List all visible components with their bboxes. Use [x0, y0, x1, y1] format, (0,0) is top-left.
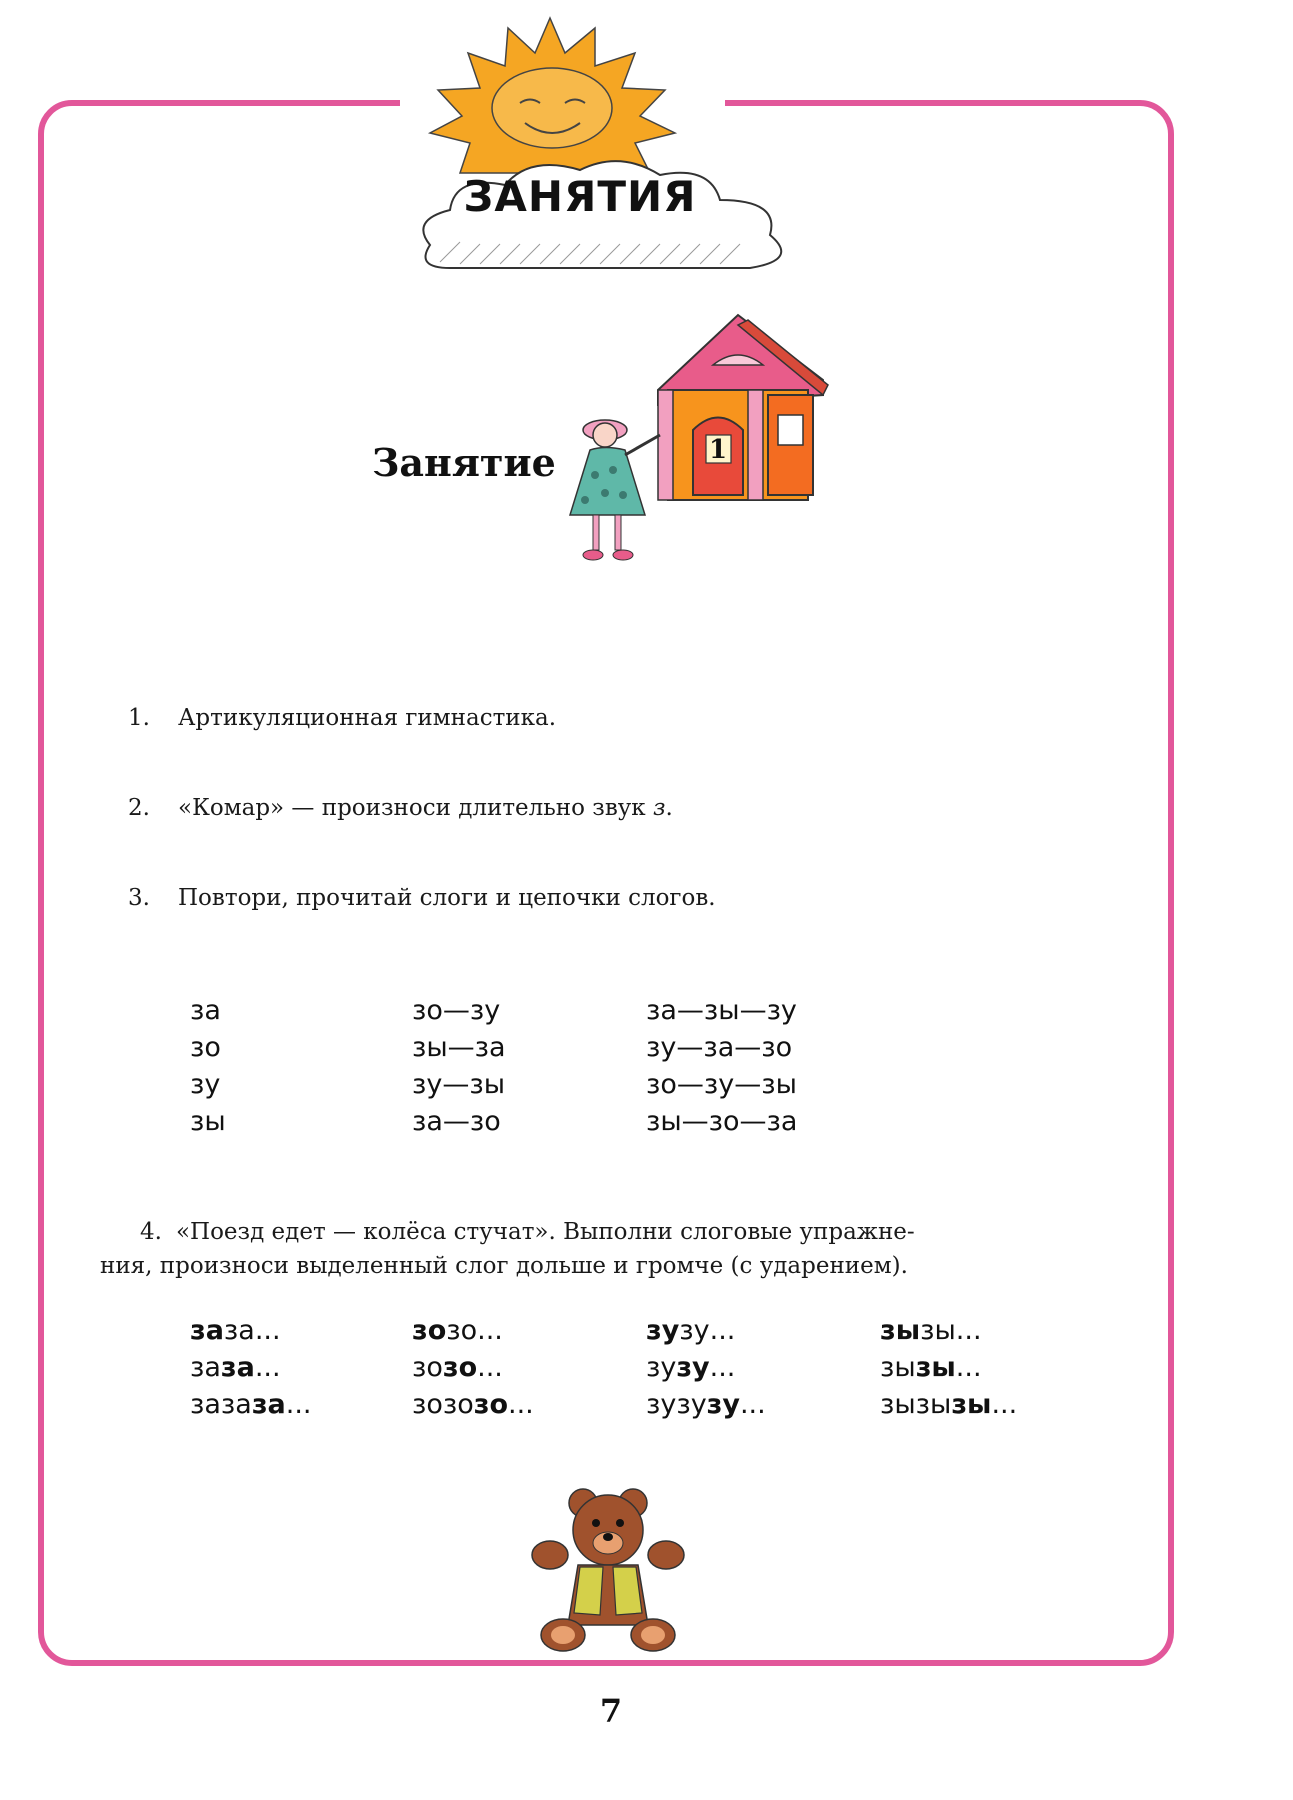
header-title: ЗАНЯТИЯ	[463, 172, 697, 221]
page-number: 7	[599, 1692, 623, 1730]
syllable: зо	[190, 1032, 221, 1063]
house-number: 1	[708, 435, 728, 465]
syllable-column-1	[190, 992, 226, 1140]
stress-item: зузу...	[646, 1352, 736, 1383]
task-number: 2.	[128, 795, 150, 821]
syllable-chain: зо—зу	[412, 995, 501, 1026]
task-4-line-1	[100, 1215, 1020, 1249]
stress-item: зaзаза...	[190, 1389, 312, 1420]
syllable: за	[190, 995, 221, 1026]
syllable-column-2	[412, 992, 506, 1140]
stress-column-1	[190, 1312, 311, 1423]
stress-item: зызызы...	[880, 1389, 1018, 1420]
stress-column-3	[646, 1312, 766, 1423]
girl-illustration	[565, 405, 680, 565]
stress-item: зозо...	[412, 1315, 503, 1346]
syllable-chain: зы—за	[412, 1032, 506, 1063]
stress-column-4	[880, 1312, 1017, 1423]
lesson-title: Занятие	[372, 440, 556, 485]
task-1	[128, 705, 556, 731]
syllable-chain: зу—за—зо	[646, 1032, 793, 1063]
syllable-column-3	[646, 992, 797, 1140]
syllable: зы	[190, 1106, 226, 1137]
task-text: Повтори, прочитай слоги и цепочки слогов.	[178, 885, 716, 911]
page-frame	[38, 100, 1174, 1666]
syllable-chain: зы—зо—за	[646, 1106, 798, 1137]
task-text: «Поезд едет — колёса стучат». Выполни слоговые упражне-	[175, 1219, 915, 1245]
task-2	[128, 795, 673, 821]
task-4-line-2: ния, произноси выделенный слог дольше и громче (с ударением).	[100, 1253, 908, 1279]
task-sound: з	[652, 795, 666, 821]
stress-item: зузузу...	[646, 1389, 766, 1420]
task-number: 4.	[140, 1219, 162, 1245]
task-3	[128, 885, 716, 911]
bear-illustration	[528, 1485, 688, 1655]
syllable-chain: за—зы—зу	[646, 995, 797, 1026]
syllable: зу	[190, 1069, 221, 1100]
stress-item: заза...	[190, 1315, 281, 1346]
stress-item: зозо...	[412, 1352, 503, 1383]
task-text: «Комар» — произноси длительно звук	[178, 795, 653, 821]
task-number: 3.	[128, 885, 150, 911]
stress-item: зызы...	[880, 1352, 982, 1383]
stress-column-2	[412, 1312, 534, 1423]
syllable-chain: за—зо	[412, 1106, 501, 1137]
stress-item: заза...	[190, 1352, 281, 1383]
task-text: Артикуляционная гимнастика.	[178, 705, 557, 731]
syllable-chain: зо—зу—зы	[646, 1069, 797, 1100]
syllable-chain: зу—зы	[412, 1069, 506, 1100]
stress-item: зозозо...	[412, 1389, 534, 1420]
stress-item: зузу...	[646, 1315, 736, 1346]
task-number: 1.	[128, 705, 150, 731]
task-end: .	[665, 795, 673, 821]
stress-item: зызы...	[880, 1315, 982, 1346]
task-4	[100, 1215, 1020, 1283]
